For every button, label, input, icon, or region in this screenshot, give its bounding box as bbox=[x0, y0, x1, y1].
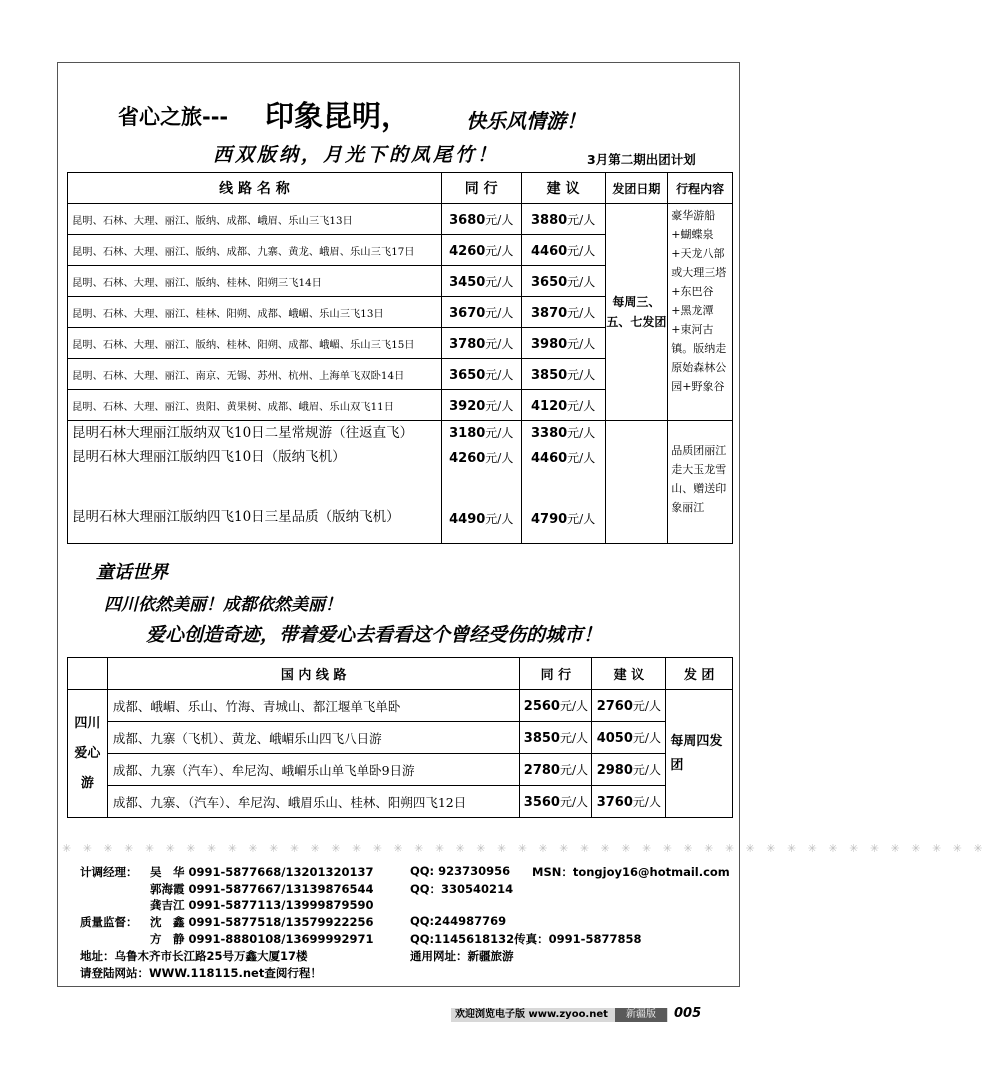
manager-label: 计调经理： bbox=[80, 865, 138, 879]
peer-price: 3680元/人 bbox=[441, 204, 521, 235]
quality-label: 质量监督： bbox=[80, 915, 138, 929]
website-link[interactable]: 请登陆网站：WWW.118115.net查阅行程！ bbox=[80, 966, 322, 980]
suggest-price: 3850元/人 bbox=[521, 359, 605, 390]
schedule-cell-empty bbox=[605, 421, 668, 544]
suggest-price: 3870元/人 bbox=[521, 297, 605, 328]
header-route: 线 路 名 称 bbox=[68, 173, 442, 204]
section-slogan-2: 爱心创造奇迹，带着爱心去看看这个曾经受伤的城市！ bbox=[146, 624, 603, 646]
msn: MSN：tongjoy16@hotmail.com bbox=[532, 865, 730, 879]
suggest-price: 3650元/人 bbox=[521, 266, 605, 297]
itinerary-cell: 品质团丽江走大玉龙雪山、赠送印象丽江 bbox=[668, 421, 733, 544]
peer-price: 3450元/人 bbox=[441, 266, 521, 297]
header-depart: 发 团 bbox=[666, 658, 733, 690]
peer-price: 3670元/人 bbox=[441, 297, 521, 328]
table-row bbox=[68, 722, 733, 754]
suggest-price: 4460元/人 bbox=[521, 235, 605, 266]
route-cell: 成都、峨嵋、乐山、竹海、青城山、都江堰单飞单卧 bbox=[107, 690, 520, 722]
peer-price: 2560元/人 bbox=[520, 690, 592, 722]
peer-price: 3920元/人 bbox=[441, 390, 521, 421]
peer-price: 3780元/人 bbox=[441, 328, 521, 359]
quality-2: 方 静 0991-8880108/13699992971 bbox=[150, 932, 374, 946]
route-cell: 成都、九寨（汽车）、牟尼沟、峨嵋乐山单飞单卧9日游 bbox=[107, 754, 520, 786]
table-row bbox=[68, 690, 733, 722]
title-part-a: 省心之旅--- bbox=[118, 105, 229, 129]
suggest-price: 4120元/人 bbox=[521, 390, 605, 421]
header-peer: 同 行 bbox=[520, 658, 592, 690]
table-header-row bbox=[68, 658, 733, 690]
qq-4-fax: QQ:1145618132传真：0991-5877858 bbox=[410, 932, 642, 946]
route-cell: 昆明、石林、大理、丽江、桂林、阳朔、成都、峨嵋、乐山三飞13日 bbox=[68, 297, 442, 328]
address: 地址：乌鲁木齐市长江路25号万鑫大厦17楼 bbox=[80, 949, 308, 963]
qq-1: QQ: 923730956 bbox=[410, 864, 511, 878]
route-table-sichuan bbox=[67, 657, 733, 818]
peer-price: 3850元/人 bbox=[520, 722, 592, 754]
header-schedule: 发团日期 bbox=[605, 173, 668, 204]
route-cell: 昆明、石林、大理、丽江、版纳、成都、九寨、黄龙、峨眉、乐山三飞17日 bbox=[68, 235, 442, 266]
star-divider: ✳ ✳ ✳ ✳ ✳ ✳ ✳ ✳ ✳ ✳ ✳ ✳ ✳ ✳ ✳ ✳ ✳ ✳ ✳ ✳ ✳ ✳ ✳ ✳ ✳ ✳ ✳ ✳ ✳ ✳ ✳ ✳ ✳ ✳ ✳ ✳ ✳ ✳ ✳ ✳ ✳ ✳ ✳ ✳ ✳ bbox=[62, 842, 987, 855]
peer-price: 3650元/人 bbox=[441, 359, 521, 390]
route-cell: 昆明、石林、大理、丽江、版纳、桂林、阳朔、成都、峨嵋、乐山三飞15日 bbox=[68, 328, 442, 359]
header-peer: 同 行 bbox=[441, 173, 521, 204]
section-title: 童话世界 bbox=[96, 562, 168, 583]
route-cell: 昆明、石林、大理、丽江、版纳、成都、峨眉、乐山三飞13日 bbox=[68, 204, 442, 235]
table-row bbox=[68, 754, 733, 786]
route-cell: 昆明、石林、大理、丽江、版纳、桂林、阳朔三飞14日 bbox=[68, 266, 442, 297]
table-row bbox=[68, 786, 733, 818]
depart-cell: 每周四发 团 bbox=[666, 690, 733, 818]
itinerary-cell: 豪华游船+蝴蝶泉+天龙八部或大理三塔+东巴谷+黑龙潭+束河古镇。版纳走原始森林公园+野象谷 bbox=[668, 204, 733, 421]
suggest-price: 4050元/人 bbox=[592, 722, 666, 754]
footer-edition-tag: 新疆版 bbox=[615, 1008, 667, 1022]
schedule-cell: 每周三、 五、七发团 bbox=[605, 204, 668, 421]
subtitle: 西双版纳，月光下的凤尾竹！ bbox=[213, 144, 500, 166]
manager-1: 吴 华 0991-5877668/13201320137 bbox=[150, 865, 374, 879]
title-part-c: 快乐风情游！ bbox=[466, 109, 586, 133]
route-cell: 昆明石林大理丽江版纳双飞10日二星常规游（往返直飞） 昆明石林大理丽江版纳四飞10日（版纳飞机） 昆明石林大理丽江版纳四飞10日三星品质（版纳飞机） bbox=[68, 421, 442, 544]
table-header-row bbox=[68, 173, 733, 204]
footer-bar bbox=[451, 1008, 668, 1022]
route-cell: 昆明、石林、大理、丽江、贵阳、黄果树、成都、峨眉、乐山双飞11日 bbox=[68, 390, 442, 421]
manager-2: 郭海霞 0991-5877667/13139876544 bbox=[150, 882, 374, 896]
plan-label: 3月第二期出团计划 bbox=[587, 152, 696, 167]
peer-price: 2780元/人 bbox=[520, 754, 592, 786]
suggest-price: 3980元/人 bbox=[521, 328, 605, 359]
region-cell: 四川 爱心 游 bbox=[68, 690, 108, 818]
route-cell: 成都、九寨、（汽车）、牟尼沟、峨眉乐山、桂林、阳朔四飞12日 bbox=[107, 786, 520, 818]
header-itinerary: 行程内容 bbox=[668, 173, 733, 204]
header-suggest: 建 议 bbox=[521, 173, 605, 204]
table-row bbox=[68, 204, 733, 235]
peer-price: 4260元/人 bbox=[441, 235, 521, 266]
footer-bar-text[interactable]: 欢迎浏览电子版 www.zyoo.net bbox=[455, 1009, 608, 1020]
suggest-price: 2980元/人 bbox=[592, 754, 666, 786]
manager-3: 龚吉江 0991-5877113/13999879590 bbox=[150, 898, 374, 912]
peer-price: 3180元/人 4260元/人 4490元/人 bbox=[441, 421, 521, 544]
title-part-b: 印象昆明， bbox=[265, 99, 411, 133]
peer-price: 3560元/人 bbox=[520, 786, 592, 818]
route-cell: 昆明、石林、大理、丽江、南京、无锡、苏州、杭州、上海单飞双卧14日 bbox=[68, 359, 442, 390]
suggest-price: 3380元/人 4460元/人 4790元/人 bbox=[521, 421, 605, 544]
route-table-yunnan bbox=[67, 172, 733, 544]
page-number: 005 bbox=[674, 1006, 702, 1021]
suggest-price: 3880元/人 bbox=[521, 204, 605, 235]
quality-1: 沈 鑫 0991-5877518/13579922256 bbox=[150, 915, 374, 929]
suggest-price: 2760元/人 bbox=[592, 690, 666, 722]
table-row-combined bbox=[68, 421, 733, 544]
route-cell: 成都、九寨（飞机）、黄龙、峨嵋乐山四飞八日游 bbox=[107, 722, 520, 754]
header-blank bbox=[68, 658, 108, 690]
site-keyword: 通用网址：新疆旅游 bbox=[410, 949, 514, 963]
section-slogan-1: 四川依然美丽！成都依然美丽！ bbox=[104, 595, 342, 615]
qq-2: QQ：330540214 bbox=[410, 882, 514, 896]
suggest-price: 3760元/人 bbox=[592, 786, 666, 818]
qq-3: QQ:244987769 bbox=[410, 914, 507, 928]
header-suggest: 建 议 bbox=[592, 658, 666, 690]
header-route: 国 内 线 路 bbox=[107, 658, 520, 690]
